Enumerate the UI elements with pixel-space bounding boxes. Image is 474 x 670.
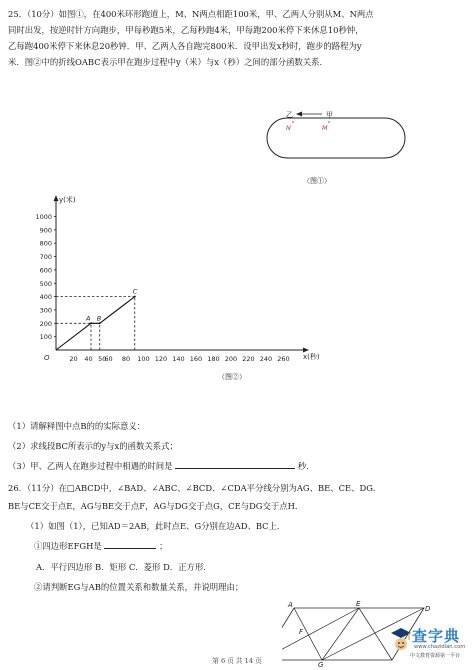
x-tick-label: 100 <box>137 355 150 363</box>
q26-sub1: ①四边形EFGH是 <box>34 541 102 551</box>
q26-sub2: ②请判断EG与AB的位置关系和数量关系，并说明理由； <box>34 582 244 592</box>
q25-sub3-answer-blank[interactable] <box>175 461 295 469</box>
distance-time-chart <box>10 90 430 380</box>
x-tick-label: 40 <box>84 355 93 363</box>
q26-line-1: 26．（11分）在□ABCD中，∠BAD、∠ABC、∠BCD、∠CDA平分线分别为AG、BE、CE、DG． <box>8 483 382 493</box>
series-line <box>56 297 135 350</box>
x-tick-label: 160 <box>189 355 203 363</box>
point-label-a: A <box>86 314 91 323</box>
x-tick-label: 140 <box>172 355 185 363</box>
x-axis-arrow <box>303 348 309 353</box>
q26-sub1-row <box>34 540 468 552</box>
y-tick-label: 300 <box>39 306 52 315</box>
data-point <box>134 296 136 298</box>
q25-sub3: （3）甲、乙两人在跑步过程中相遇的时间是 <box>8 461 173 471</box>
track-label-jia: 甲 <box>326 111 333 119</box>
y-tick-label: 500 <box>39 279 52 288</box>
y-tick-label: 700 <box>39 253 52 262</box>
y-axis-arrow <box>54 195 59 201</box>
x-tick-label: 240 <box>259 355 273 363</box>
q26-sub1-answer-blank[interactable] <box>104 541 156 549</box>
track-label-n: N <box>286 124 291 132</box>
y-tick-label: 900 <box>39 226 52 235</box>
x-tick-label: 80 <box>121 355 131 363</box>
logo-url: www.chazidian.com <box>414 644 466 650</box>
fig2-caption: （图②） <box>218 373 246 381</box>
point-label-c: C <box>132 287 138 296</box>
track-label-yi: 乙 <box>286 111 293 119</box>
q26-line-3: （1）如图（1），已知AD＝2AB，此时点E、G分别在边AD、BC上． <box>26 521 286 531</box>
origin-label: O <box>44 354 50 362</box>
y-tick-label: 600 <box>39 266 52 275</box>
data-point <box>99 322 101 324</box>
q26-line-2: BE与CE交于点E，AG与BE交于点F，AG与DG交于点G，CE与DG交于点H． <box>8 501 304 511</box>
q25-line-2: 同时出发，按逆时针方向跑步，甲每秒跑5米，乙每秒跑4米，甲每跑200米停下来休息10秒钟， <box>8 25 364 35</box>
q26-sub1-end: ； <box>159 541 168 551</box>
label-f: F <box>299 628 304 636</box>
y-tick-label: 1000 <box>35 213 52 221</box>
label-g: G <box>318 661 324 668</box>
page-footer: 第 6 页 共 14 页 <box>212 657 262 665</box>
x-tick-label: 60 <box>104 355 113 363</box>
chazidian-logo <box>390 622 468 666</box>
q26-options: A．平行四边形 B．矩形 C．菱形 D．正方形． <box>36 562 212 572</box>
label-a: A <box>288 601 293 609</box>
y-axis-label: y(米) <box>59 196 76 205</box>
q25-line-4: 米．图②中的折线OABC表示甲在跑步过程中y（米）与x（秒）之间的部分函数关系． <box>8 57 328 67</box>
q25-line-3: 乙每跑400米停下来休息20秒钟．甲、乙两人各自跑完800米．设甲出发x秒时，跑步的路程为y <box>8 41 362 51</box>
y-tick-label: 400 <box>39 293 52 302</box>
segment-be <box>282 608 359 660</box>
x-tick-label: 220 <box>242 355 255 363</box>
segment-eg <box>322 608 359 660</box>
x-axis-label: x(秒) <box>303 353 320 361</box>
q25-line-1: 25．（10分）如图①，在400米环形跑道上，M、N两点相距100米，甲、乙两人分别从M、N两点 <box>8 9 374 19</box>
label-d: D <box>425 605 431 613</box>
x-tick-label: 260 <box>277 355 290 363</box>
y-tick-label: 800 <box>39 239 52 248</box>
x-tick-label: 20 <box>69 355 78 363</box>
x-tick-label: 180 <box>207 355 220 363</box>
q25-sub1: （1）请解释图中点B的的实际意义： <box>8 421 146 431</box>
x-tick-label: 200 <box>224 355 238 363</box>
q25-sub3-row <box>8 460 468 472</box>
track-label-m: M <box>322 124 328 132</box>
x-tick-label: 50 <box>98 355 107 363</box>
logo-name: 查字典 <box>412 627 461 645</box>
x-tick-label: 120 <box>154 355 168 363</box>
point-label-b: B <box>96 314 102 323</box>
label-e: E <box>356 600 361 608</box>
q25-sub2: （2）求线段BC所表示的y与x的函数关系式； <box>8 441 178 451</box>
y-tick-label: 100 <box>39 333 52 342</box>
q25-sub3-unit: 秒． <box>297 461 315 471</box>
graduation-cap-icon <box>390 626 412 656</box>
logo-tagline: 中文教育资源第一平台 <box>410 653 461 659</box>
y-tick-label: 200 <box>39 319 52 328</box>
data-point <box>90 322 92 324</box>
segment-ce <box>359 608 392 660</box>
fig1-caption: （图①） <box>303 177 331 185</box>
